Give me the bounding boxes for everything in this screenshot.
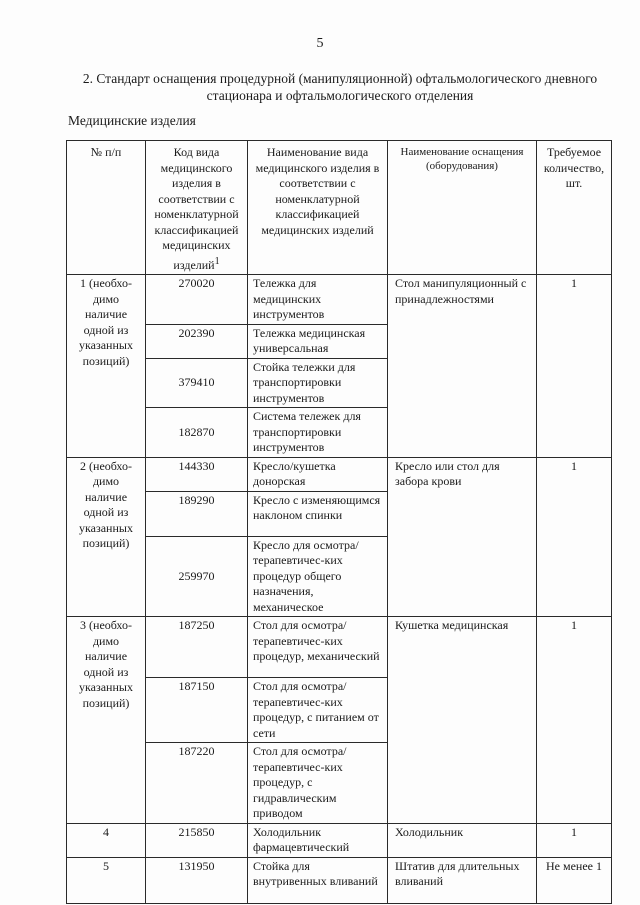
type-cell: Кресло для осмотра/терапевтичес-ких процедур общего назначения, механическое xyxy=(248,536,388,617)
code-cell: 202390 xyxy=(146,324,248,358)
equipment-cell: Кресло или стол для забора крови xyxy=(388,457,537,617)
code-cell: 259970 xyxy=(146,536,248,617)
heading-line-2: стационара и офтальмологического отделения xyxy=(206,88,474,103)
type-cell: Холодильник фармацевтический xyxy=(248,823,388,857)
type-cell: Тележка медицинская универсальная xyxy=(248,324,388,358)
table-row xyxy=(67,457,612,491)
code-cell: 270020 xyxy=(146,275,248,325)
code-cell: 144330 xyxy=(146,457,248,491)
code-cell: 215850 xyxy=(146,823,248,857)
header-qty: Требуемое количество, шт. xyxy=(537,141,612,275)
equipment-cell: Штатив для длительных вливаний xyxy=(388,857,537,903)
table-header-row xyxy=(67,141,612,275)
header-type: Наименование вида медицинского изделия в соответствии с номенклатурной классификацией медицинских изделий xyxy=(248,141,388,275)
header-code xyxy=(146,141,248,275)
page-number: 5 xyxy=(316,36,324,51)
section-heading xyxy=(60,70,620,104)
quantity-cell: 1 xyxy=(537,823,612,857)
type-cell: Система тележек для транспортировки инструментов xyxy=(248,408,388,458)
code-cell: 187250 xyxy=(146,617,248,678)
footnote-marker: 1 xyxy=(214,255,220,267)
type-cell: Стол для осмотра/терапевтичес-ких процедур, с питанием от сети xyxy=(248,678,388,743)
quantity-cell: Не менее 1 xyxy=(537,857,612,903)
header-code-text: Код вида медицинского изделия в соответствии с номенклатурной классификацией медицинских изделий xyxy=(154,145,239,272)
code-cell: 187220 xyxy=(146,743,248,824)
code-cell: 187150 xyxy=(146,678,248,743)
table-row xyxy=(67,857,612,903)
header-equipment: Наименование оснащения (оборудования) xyxy=(388,141,537,275)
equipment-cell: Кушетка медицинская xyxy=(388,617,537,824)
quantity-cell: 1 xyxy=(537,457,612,617)
table-row xyxy=(67,823,612,857)
type-cell: Стойка для внутривенных вливаний xyxy=(248,857,388,903)
heading-line-1: 2. Стандарт оснащения процедурной (манипуляционной) офтальмологического дневного xyxy=(82,71,598,86)
group-number: 4 xyxy=(67,823,146,857)
section-label: Медицинские изделия xyxy=(68,113,196,128)
group-number: 2 (необхо-димо наличие одной из указанных позиций) xyxy=(67,457,146,617)
table-row xyxy=(67,275,612,325)
equipment-table xyxy=(66,140,612,904)
code-cell: 182870 xyxy=(146,408,248,458)
quantity-cell: 1 xyxy=(537,275,612,458)
group-number: 3 (необхо-димо наличие одной из указанных позиций) xyxy=(67,617,146,824)
equipment-cell: Холодильник xyxy=(388,823,537,857)
header-num: № п/п xyxy=(67,141,146,275)
equipment-cell: Стол манипуляционный с принадлежностями xyxy=(388,275,537,458)
type-cell: Стол для осмотра/терапевтичес-ких процедур, с гидравлическим приводом xyxy=(248,743,388,824)
group-number: 5 xyxy=(67,857,146,903)
table-row xyxy=(67,617,612,678)
code-cell: 131950 xyxy=(146,857,248,903)
type-cell: Кресло с изменяющимся наклоном спинки xyxy=(248,491,388,536)
type-cell: Стол для осмотра/терапевтичес-ких процедур, механический xyxy=(248,617,388,678)
code-cell: 379410 xyxy=(146,358,248,408)
type-cell: Кресло/кушетка донорская xyxy=(248,457,388,491)
group-number: 1 (необхо-димо наличие одной из указанных позиций) xyxy=(67,275,146,458)
type-cell: Стойка тележки для транспортировки инструментов xyxy=(248,358,388,408)
code-cell: 189290 xyxy=(146,491,248,536)
quantity-cell: 1 xyxy=(537,617,612,824)
type-cell: Тележка для медицинских инструментов xyxy=(248,275,388,325)
